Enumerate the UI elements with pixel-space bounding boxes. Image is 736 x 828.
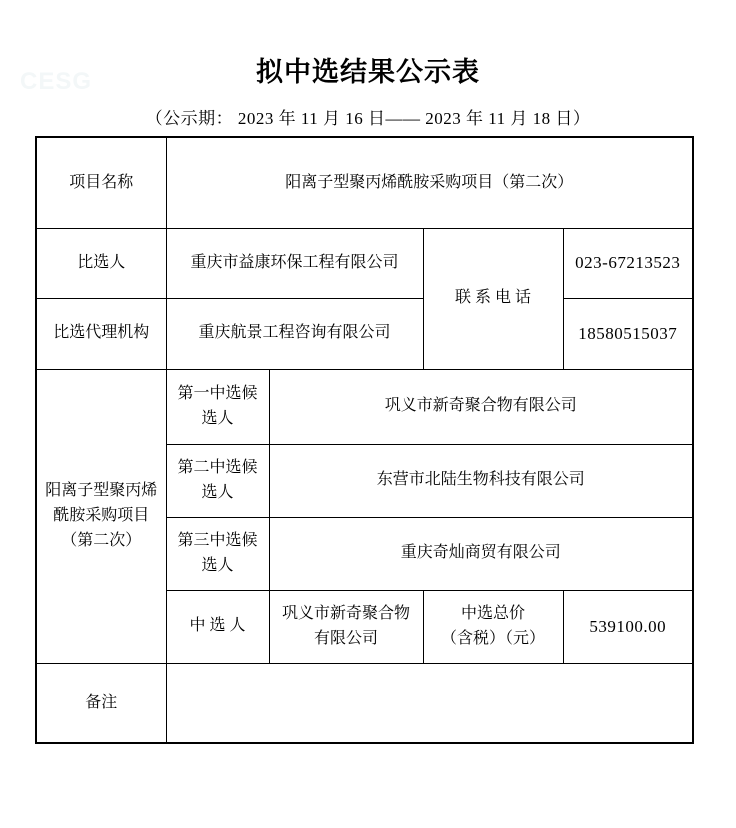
agency-phone-cell: 18580515037 (563, 298, 693, 369)
agency-row (36, 298, 693, 369)
remarks-label-cell: 备注 (36, 663, 166, 743)
winner-label-cell: 中 选 人 (166, 590, 269, 663)
project-name-label-cell: 项目名称 (36, 137, 166, 228)
project-span-cell: 阳离子型聚丙烯 酰胺采购项目 （第二次） (36, 369, 166, 663)
candidate-1-value-cell: 巩义市新奇聚合物有限公司 (269, 369, 693, 444)
total-price-value-cell: 539100.00 (563, 590, 693, 663)
candidate-2-label-cell: 第二中选候 选人 (166, 444, 269, 517)
page-title: 拟中选结果公示表 (256, 57, 480, 87)
agency-value-cell: 重庆航景工程咨询有限公司 (166, 298, 423, 369)
winner-value-cell: 巩义市新奇聚合物 有限公司 (269, 590, 423, 663)
candidate-2-value-cell: 东营市北陆生物科技有限公司 (269, 444, 693, 517)
announcement-period: （公示期： 2023 年 11 月 16 日—— 2023 年 11 月 18 日） (145, 109, 591, 129)
cesg-watermark: CESG (20, 68, 93, 95)
bidder-value-cell: 重庆市益康环保工程有限公司 (166, 228, 423, 298)
bidder-label-cell: 比选人 (36, 228, 166, 298)
contact-phone-label-cell: 联 系 电 话 (423, 228, 563, 369)
candidate-1-row (36, 369, 693, 444)
result-table (35, 136, 694, 744)
remarks-value-cell (166, 663, 693, 743)
remarks-row (36, 663, 693, 743)
candidate-3-value-cell: 重庆奇灿商贸有限公司 (269, 517, 693, 590)
candidate-1-label-cell: 第一中选候 选人 (166, 369, 269, 444)
candidate-3-label-cell: 第三中选候 选人 (166, 517, 269, 590)
total-price-label-cell: 中选总价 （含税）（元） (423, 590, 563, 663)
bidder-phone-cell: 023-67213523 (563, 228, 693, 298)
agency-label-cell: 比选代理机构 (36, 298, 166, 369)
project-name-row (36, 137, 693, 228)
bidder-row (36, 228, 693, 298)
project-name-value-cell: 阳离子型聚丙烯酰胺采购项目（第二次） (166, 137, 693, 228)
